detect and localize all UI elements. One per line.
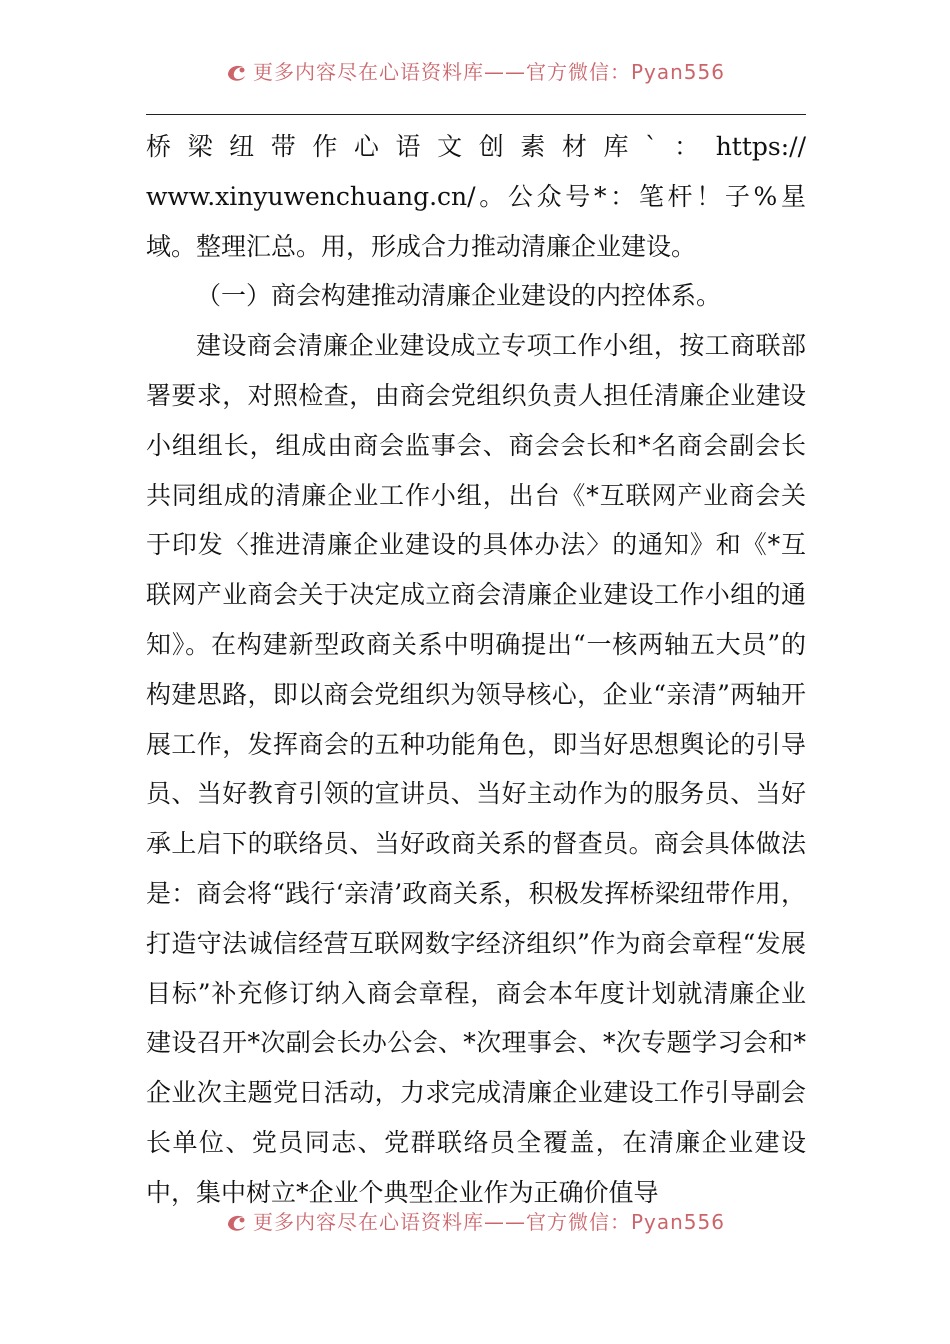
paragraph-continuation-rest: www.xinyuwenchuang.cn/。公众号*：笔杆！子%星域。整理汇总。用，形成合力推动清廉企业建设。 (146, 181, 806, 261)
watermark-header (0, 56, 950, 85)
watermark-logo-icon (225, 1211, 249, 1233)
body-paragraph: 建设商会清廉企业建设成立专项工作小组，按工商联部署要求，对照检查，由商会党组织负责人担任清廉企业建设小组组长，组成由商会监事会、商会会长和*名商会副会长共同组成的清廉企业工作小组，出台《*互联网产业商会关于印发〈推进清廉企业建设的具体办法〉的通知》和《*互联网产业商会关于决定成立商会清廉企业建设工作小组的通知》。在构建新型政商关系中明确提出“一核两轴五大员”的构建思路，即以商会党组织为领导核心，企业“亲清”两轴开展工作，发挥商会的五种功能角色，即当好思想舆论的引导员、当好教育引领的宣讲员、当好主动作为的服务员、当好承上启下的联络员、当好政商关系的督查员。商会具体做法是：商会将“践行‘亲清’政商关系，积极发挥桥梁纽带作用，打造守法诚信经营互联网数字经济组织”作为商会章程“发展目标”补充修订纳入商会章程，商会本年度计划就清廉企业建设召开*次副会长办公会、*次理事会、*次专题学习会和*企业次主题党日活动，力求完成清廉企业建设工作引导副会长单位、党员同志、党群联络员全覆盖，在清廉企业建设中，集中树立*企业个典型企业作为正确价值导 (146, 331, 806, 1207)
paragraph-continuation (146, 122, 806, 271)
paragraph-continuation-line-1: 桥梁纽带作心语文创素材库`：https:// (146, 132, 806, 161)
watermark-text: 更多内容尽在心语资料库——官方微信：Pyan556 (252, 60, 725, 84)
watermark-text: 更多内容尽在心语资料库——官方微信：Pyan556 (252, 1210, 725, 1234)
watermark-logo-icon (225, 61, 249, 83)
header-rule (146, 114, 806, 115)
document-body (146, 122, 806, 1218)
watermark-footer (0, 1206, 950, 1235)
section-heading: （一）商会构建推动清廉企业建设的内控体系。 (196, 281, 722, 311)
